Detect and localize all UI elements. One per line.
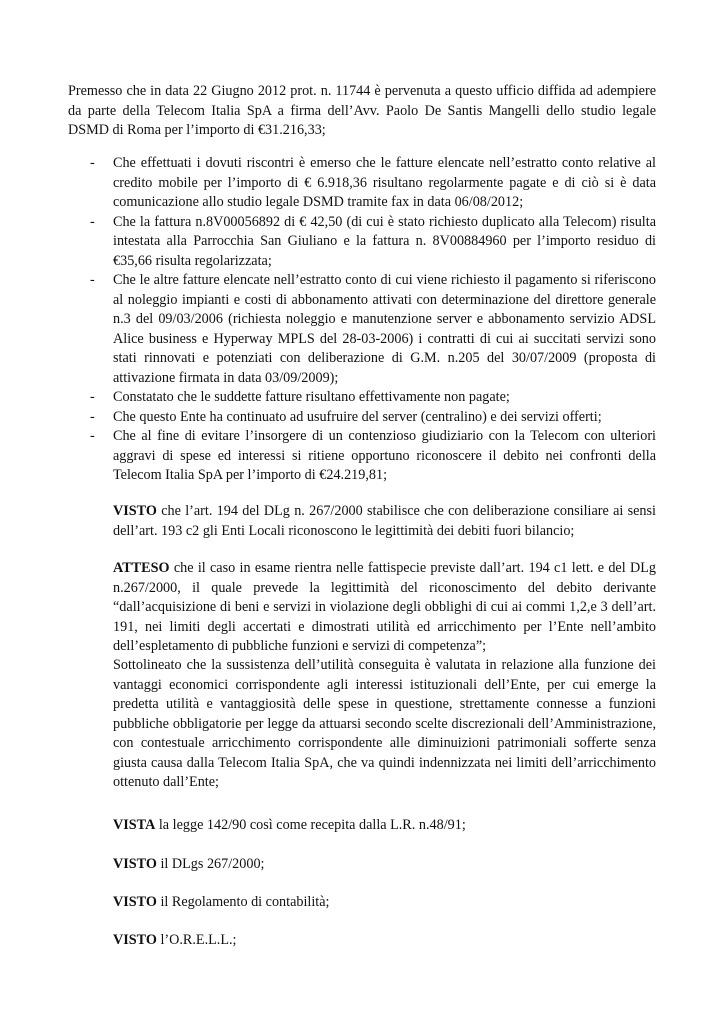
visto-keyword: VISTO: [113, 503, 157, 519]
visto-text: l’O.R.E.L.L.;: [156, 932, 237, 948]
list-item-text: Che effettuati i dovuti riscontri è emerso che le fatture elencate nell’estratto conto relative al credito mobile per l’importo di € 6.918,36 risultano regolarmente pagate e di ciò si è data comunicazione allo studio legale DSMD tramite fax in data 06/08/2012;: [113, 155, 656, 210]
visto-text: che l’art. 194 del DLg n. 267/2000 stabilisce che con deliberazione consiliare ai sensi dell’art. 193 c2 gli Enti Locali riconoscono le legittimità dei debiti fuori bilancio;: [113, 503, 656, 539]
atteso-text: che il caso in esame rientra nelle fattispecie previste dall’art. 194 c1 lett. e del DLg n.267/2000, il quale prevede la legittimità del riconoscimento del debito derivante “dall’acquisizione di beni e servizi in violazione degli obblighi di cui ai commi 1,2,e 3 dell’art. 191, nei limiti degli accertati e dimostrati utilità ed arricchimento per l’Ente nell’ambito dell’espletamento di pubbliche funzioni e servizi di competenza”;: [113, 560, 656, 654]
list-item: [0, 427, 656, 486]
intro-paragraph: Premesso che in data 22 Giugno 2012 prot. n. 11744 è pervenuta a questo ufficio diffida ad adempiere da parte della Telecom Italia SpA a firma dell’Avv. Paolo De Santis Mangelli dello studio legale DSMD di Roma per l’importo di €31.216,33;: [68, 83, 656, 138]
list-item-text: Che le altre fatture elencate nell’estratto conto di cui viene richiesto il pagamento si riferiscono al noleggio impianti e costi di abbonamento attivati con determinazione del direttore generale n.3 del 09/03/2006 (richiesta noleggio e manutenzione server e abbonamento servizio ADSL Alice business e Hyperway MPLS del 28-03-2006) i contratti di cui ai succitati servizi sono stati rinnovati e potenziati con deliberazione di G.M. n.205 del 30/07/2009 (proposta di attivazione firmata in data 03/09/2009);: [113, 272, 656, 386]
visto-orell-paragraph: [113, 931, 656, 951]
visto-keyword: VISTO: [113, 856, 157, 872]
visto-text: il Regolamento di contabilità;: [156, 894, 330, 910]
list-item: [0, 213, 656, 272]
list-item-text: Che questo Ente ha continuato ad usufruire del server (centralino) e dei servizi offerti;: [113, 408, 602, 425]
bullet-dash: -: [90, 272, 95, 288]
vista-legge-paragraph: [113, 816, 656, 836]
visto-text: il DLgs 267/2000;: [156, 856, 265, 872]
visto-dlgs-paragraph: [113, 855, 656, 875]
atteso-keyword: ATTESO: [113, 560, 170, 576]
list-item: [0, 408, 656, 428]
vista-keyword: VISTA: [113, 817, 156, 833]
bullet-dash: -: [90, 389, 95, 405]
visto-art-194-paragraph: [113, 502, 656, 541]
vista-text: la legge 142/90 così come recepita dalla L.R. n.48/91;: [155, 817, 466, 833]
list-item-text: Che al fine di evitare l’insorgere di un contenzioso giudiziario con la Telecom con ulteriori aggravi di spese ed interessi si ritiene opportuno riconoscere il debito nei confronti della Telecom Italia SpA per l’importo di €24.219,81;: [113, 428, 656, 483]
list-item-text: Che la fattura n.8V00056892 di € 42,50 (di cui è stato richiesto duplicato alla Telecom) risulta intestata alla Parrocchia San Giuliano e la fattura n. 8V00884960 per l’importo residuo di €35,66 risulta regolarizzata;: [113, 213, 656, 269]
list-item: [0, 271, 656, 388]
visto-keyword: VISTO: [113, 894, 157, 910]
bullet-dash: -: [90, 155, 95, 171]
atteso-paragraph: [113, 559, 656, 657]
list-item: [0, 154, 656, 213]
bullet-dash: -: [90, 428, 95, 444]
list-item-text: Constatato che le suddette fatture risultano effettivamente non pagate;: [113, 389, 510, 405]
bullet-dash: -: [90, 408, 95, 425]
visto-keyword: VISTO: [113, 932, 157, 948]
sottolineato-paragraph: Sottolineato che la sussistenza dell’utilità conseguita è valutata in relazione alla funzione dei vantaggi economici corrispondente agli interessi istituzionali dell’Ente, per cui emerge la predetta utilità e vantaggiosità delle spese in questione, strettamente connesse a funzioni pubbliche obbligatorie per legge da attuarsi secondo scelte discrezionali dell’Amministrazione, con contestuale arricchimento corrispondente alle diminuizioni patrimoniali sofferte senza giusta causa dalla Telecom Italia SpA, che va quindi indennizzata nei limiti dell’arricchimento ottenuto dall’Ente;: [113, 657, 656, 790]
visto-regolamento-paragraph: [113, 893, 656, 913]
bullet-dash: -: [90, 213, 95, 230]
list-item: [0, 388, 656, 408]
premises-list: [0, 154, 724, 486]
